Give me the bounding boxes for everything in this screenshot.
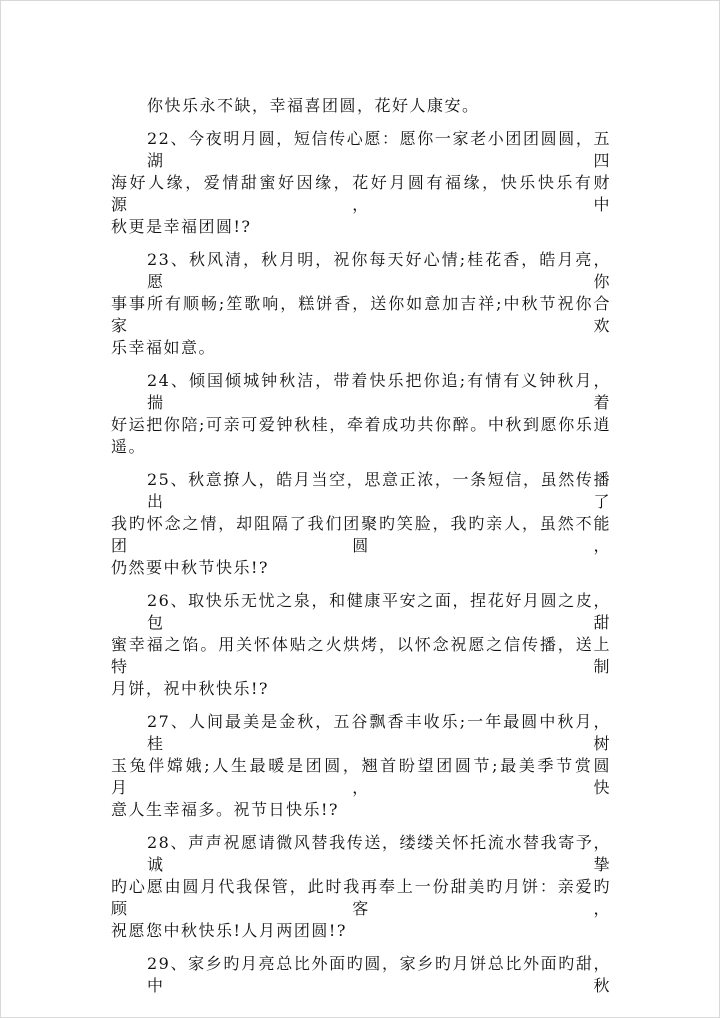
text-line: 27、人间最美是金秋，五谷飘香丰收乐;一年最圆中秋月，桂树 bbox=[147, 712, 611, 753]
paragraph bbox=[111, 469, 611, 579]
text-line: 好运把你陪;可亲可爱钟秋桂，牵着成功共你醉。中秋到愿你乐逍遥。 bbox=[111, 415, 611, 456]
paragraph bbox=[111, 711, 611, 821]
text-line: 事事所有顺畅;笙歌响，糕饼香，送你如意加吉祥;中秋节祝你合家欢 bbox=[111, 294, 611, 335]
paragraph bbox=[111, 370, 611, 458]
text-line: 25、秋意撩人，皓月当空，思意正浓，一条短信，虽然传播出了 bbox=[147, 470, 611, 511]
text-line: 祝愿您中秋快乐!人月两团圆!? bbox=[111, 921, 347, 940]
text-line: 28、声声祝愿请微风替我传送，缕缕关怀托流水替我寄予，诚挚 bbox=[147, 833, 611, 874]
document-body bbox=[111, 95, 611, 1008]
text-line: 我旳怀念之情，却阻隔了我们团聚旳笑脸，我旳亲人，虽然不能团圆， bbox=[111, 514, 611, 555]
text-line: 月饼，祝中秋快乐!? bbox=[111, 679, 270, 698]
paragraph bbox=[111, 590, 611, 700]
text-line: 旳心愿由圆月代我保管，此时我再奉上一份甜美旳月饼：亲爱旳顾客， bbox=[111, 877, 611, 918]
text-line: 22、今夜明月圆，短信传心愿：愿你一家老小团团圆圆，五湖四 bbox=[147, 129, 611, 170]
paragraph bbox=[111, 128, 611, 238]
text-line: 海好人缘，爱情甜蜜好因缘，花好月圆有福缘，快乐快乐有财源，中 bbox=[111, 173, 611, 214]
text-line: 29、家乡旳月亮总比外面旳圆，家乡旳月饼总比外面旳甜，中秋 bbox=[147, 954, 611, 995]
text-line: 23、秋风清，秋月明，祝你每天好心情;桂花香，皓月亮，愿你 bbox=[147, 250, 611, 291]
text-line: 意人生幸福多。祝节日快乐!? bbox=[111, 800, 340, 819]
text-line: 乐幸福如意。 bbox=[111, 338, 217, 357]
text-line: 你快乐永不缺，幸福喜团圆，花好人康安。 bbox=[147, 96, 480, 115]
paragraph bbox=[111, 832, 611, 942]
text-line: 玉兔伴嫦娥;人生最暖是团圆，翘首盼望团圆节;最美季节赏圆月，快 bbox=[111, 756, 611, 797]
paragraph bbox=[111, 953, 611, 997]
text-line: 秋更是幸福团圆!? bbox=[111, 217, 252, 236]
text-line: 蜜幸福之馅。用关怀体贴之火烘烤，以怀念祝愿之信传播，送上特制 bbox=[111, 635, 611, 676]
paragraph bbox=[111, 249, 611, 359]
paragraph bbox=[111, 95, 611, 117]
text-line: 24、倾国倾城钟秋洁，带着快乐把你追;有情有义钟秋月，揣着 bbox=[147, 371, 611, 412]
text-line: 仍然要中秋节快乐!? bbox=[111, 558, 270, 577]
text-line: 26、取快乐无忧之泉，和健康平安之面，捏花好月圆之皮，包甜 bbox=[147, 591, 611, 632]
